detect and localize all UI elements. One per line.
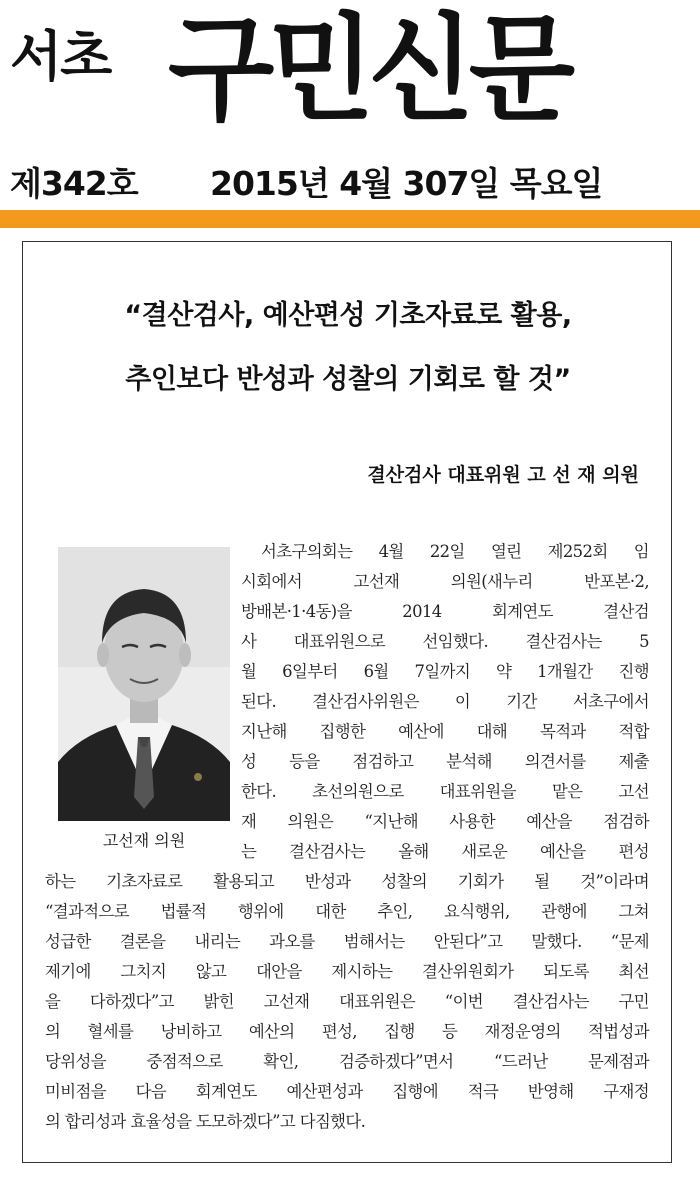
issue-date: 2015년 4월 307일 목요일 xyxy=(210,164,603,203)
body-line: “결과적으로 법률적 행위에 대한 추인, 요식행위, 관행에 그쳐 xyxy=(45,902,649,921)
body-line: 사 대표위원으로 선임했다. 결산검사는 5 xyxy=(241,632,649,651)
body-line: 하는 기초자료로 활용되고 반성과 성찰의 기회가 될 것”이라며 xyxy=(45,872,649,891)
body-line: 한다. 초선의원으로 대표위원을 맡은 고선 xyxy=(241,782,649,801)
article-box xyxy=(22,241,672,1163)
accent-bar xyxy=(0,210,700,228)
body-line: 의 혈세를 낭비하고 예산의 편성, 집행 등 재정운영의 적법성과 xyxy=(45,1022,649,1041)
body-line: 성 등을 점검하고 분석해 의견서를 제출 xyxy=(241,752,649,771)
body-line: 된다. 결산검사위원은 이 기간 서초구에서 xyxy=(241,692,649,711)
byline: 결산검사 대표위원 고 선 재 의원 xyxy=(367,464,639,486)
body-line: 성급한 결론을 내리는 과오를 범해서는 안된다”고 말했다. “문제 xyxy=(45,932,649,951)
body-line: 제기에 그치지 않고 대안을 제시하는 결산위원회가 되도록 최선 xyxy=(45,962,649,981)
body-line: 시회에서 고선재 의원(새누리 반포본·2, xyxy=(241,572,649,591)
masthead xyxy=(0,0,700,203)
body-line: 는 결산검사는 올해 새로운 예산을 편성 xyxy=(241,842,649,861)
newspaper-logo: 구민신문 xyxy=(168,2,570,137)
headline-line-2: 추인보다 반성과 성찰의 기회로 할 것” xyxy=(125,364,571,395)
body-line: 월 6일부터 6월 7일까지 약 1개월간 진행 xyxy=(241,662,649,681)
body-line: 미비점을 다음 회계연도 예산편성과 집행에 적극 반영해 구재정 xyxy=(45,1082,649,1101)
article-body-full xyxy=(45,867,649,1137)
photo-caption: 고선재 의원 xyxy=(102,831,186,850)
issue-number: 제342호 xyxy=(10,164,138,203)
body-line: 재 의원은 “지난해 사용한 예산을 점검하 xyxy=(241,812,649,831)
headline-line-1: “결산검사, 예산편성 기초자료로 활용, xyxy=(124,300,572,331)
body-line: 서초구의회는 4월 22일 열린 제252회 임 xyxy=(261,542,649,561)
body-line: 당위성을 중점적으로 확인, 검증하겠다”면서 “드러난 문제점과 xyxy=(45,1052,649,1071)
portrait-photo-icon xyxy=(58,547,230,821)
article-body-wrapped xyxy=(241,537,649,867)
issue-line xyxy=(10,158,700,205)
body-line: 방배본·1·4동)을 2014 회계연도 결산검 xyxy=(241,602,649,621)
body-line: 지난해 집행한 예산에 대해 목적과 적합 xyxy=(241,722,649,741)
brand-small: 서초 xyxy=(10,25,111,88)
headline xyxy=(23,284,673,412)
body-line: 의 합리성과 효율성을 도모하겠다”고 다짐했다. xyxy=(45,1112,366,1131)
body-line: 을 다하겠다”고 밝힌 고선재 대표위원은 “이번 결산검사는 구민 xyxy=(45,992,649,1011)
